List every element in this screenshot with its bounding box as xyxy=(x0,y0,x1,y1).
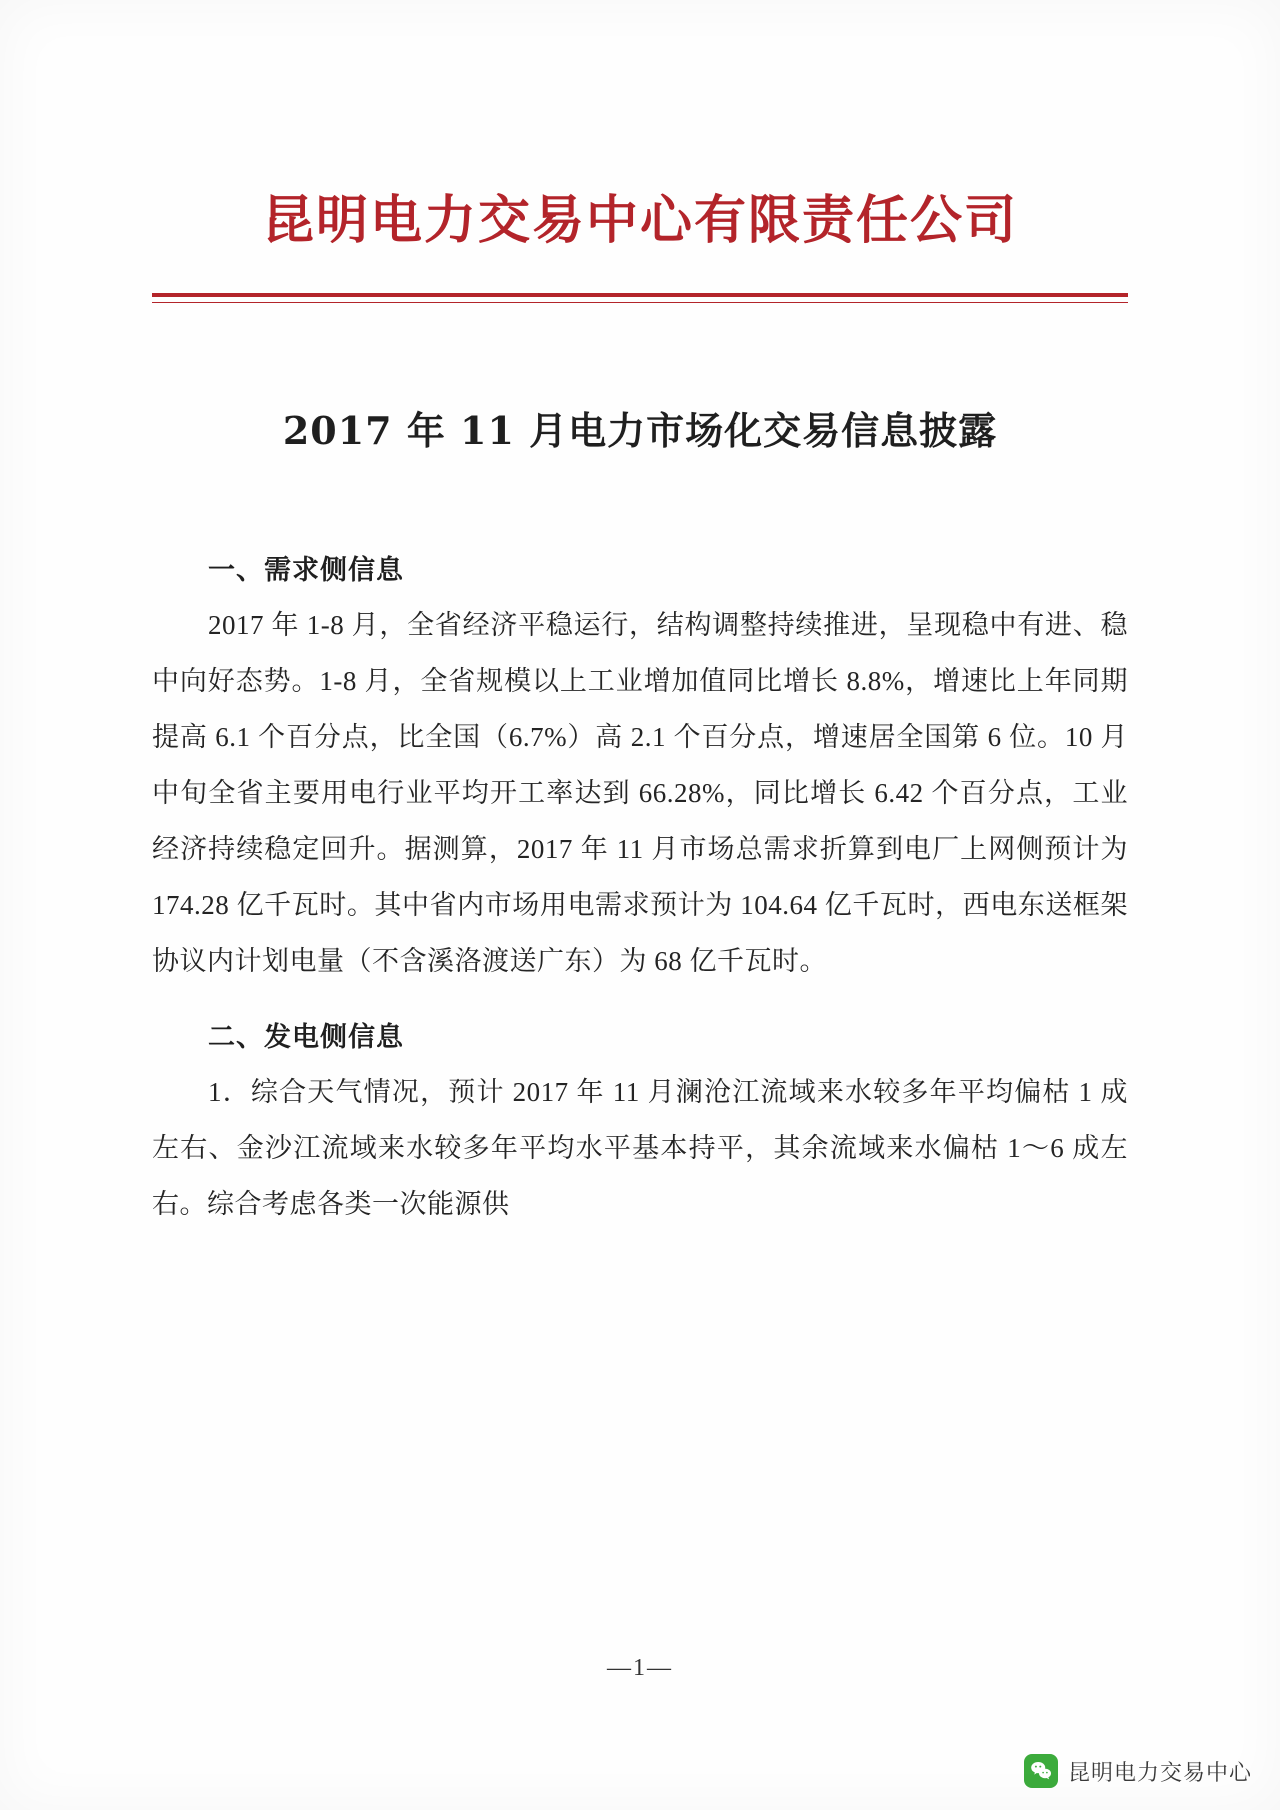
letterhead-divider xyxy=(152,293,1128,303)
section-heading-demand-side: 一、需求侧信息 xyxy=(208,555,404,586)
wechat-account-name: 昆明电力交易中心 xyxy=(1067,1760,1252,1786)
letterhead xyxy=(0,190,1280,252)
wechat-badge xyxy=(1024,1754,1252,1788)
document-title: 2017 年 11 月电力市场化交易信息披露 xyxy=(282,408,998,453)
document-body xyxy=(152,522,1128,1232)
page-number: —1— xyxy=(607,1655,673,1681)
paragraph-generation-side: 1．综合天气情况，预计 2017 年 11 月澜沧江流域来水较多年平均偏枯 1 成左右、金沙江流域来水较多年平均水平基本持平，其余流域来水偏枯 1～6 成左右。综合考虑各类一次能源供 xyxy=(152,1077,1128,1219)
divider-thick-line xyxy=(152,293,1128,297)
paragraph-demand-side: 2017 年 1-8 月，全省经济平稳运行，结构调整持续推进，呈现稳中有进、稳中向好态势。1-8 月，全省规模以上工业增加值同比增长 8.8%，增速比上年同期提高 6.1 个百分点，比全国（6.7%）高 2.1 个百分点，增速居全国第 6 位。10 月中旬全省主要用电行业平均开工率达到 66.28%，同比增长 6.42 个百分点，工业经济持续稳定回升。据测算，2017 年 11 月市场总需求折算到电厂上网侧预计为 174.28 亿千瓦时。其中省内市场用电需求预计为 104.64 亿千瓦时，西电东送框架协议内计划电量（不含溪洛渡送广东）为 68 亿千瓦时。 xyxy=(152,610,1128,976)
divider-thin-line xyxy=(152,302,1128,303)
wechat-icon xyxy=(1024,1754,1058,1788)
section-heading-generation-side: 二、发电侧信息 xyxy=(208,1022,404,1053)
company-name: 昆明电力交易中心有限责任公司 xyxy=(261,190,1018,251)
